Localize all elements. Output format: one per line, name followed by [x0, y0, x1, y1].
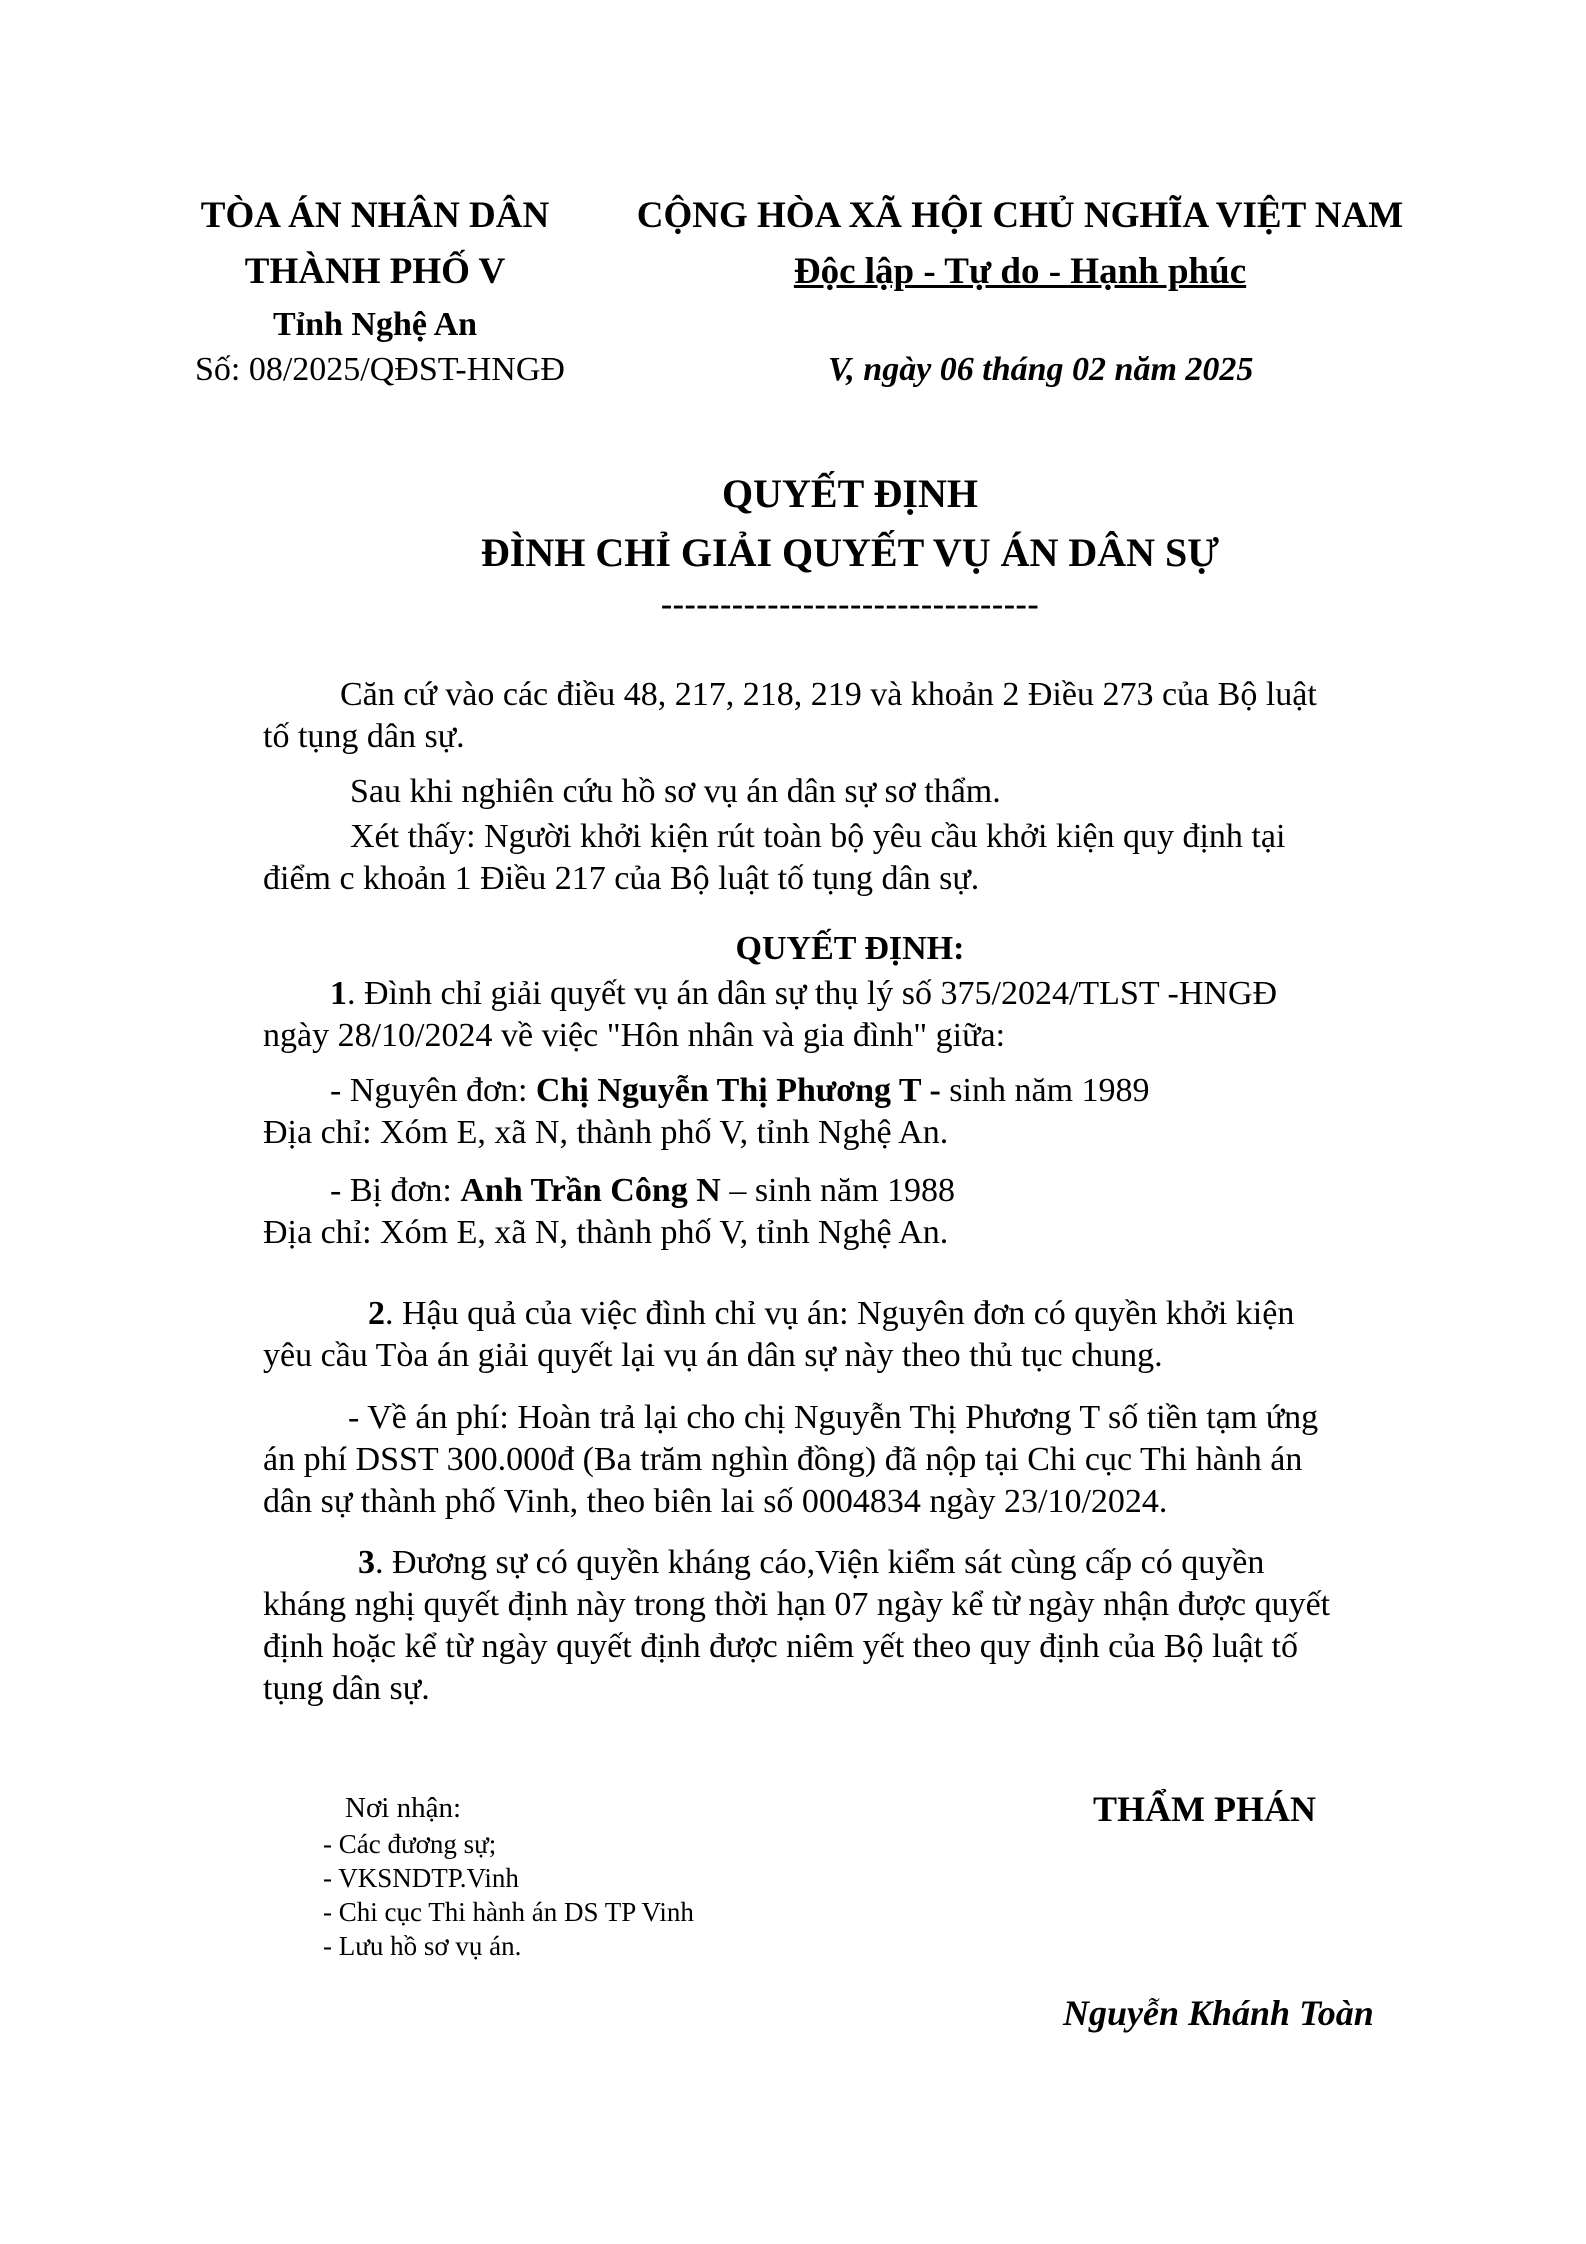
item2-number: 2: [368, 1295, 385, 1332]
signer-name: Nguyễn Khánh Toàn: [1063, 1993, 1374, 2033]
recipients-title: Nơi nhận:: [345, 1792, 462, 1824]
court-name-line2: THÀNH PHỐ V: [244, 251, 506, 292]
plaintiff-address: Địa chỉ: Xóm E, xã N, thành phố V, tỉnh Nghệ An.: [263, 1114, 949, 1151]
nation-title: CỘNG HÒA XÃ HỘI CHỦ NGHĨA VIỆT NAM: [636, 195, 1404, 236]
item3-line2: kháng nghị quyết định này trong thời hạn 07 ngày kể từ ngày nhận được quyết: [263, 1586, 1331, 1623]
court-name-line1: TÒA ÁN NHÂN DÂN: [200, 195, 550, 236]
item1-text: . Đình chỉ giải quyết vụ án dân sự thụ lý số 375/2024/TLST -HNGĐ: [347, 975, 1278, 1012]
defendant-birth: – sinh năm 1988: [720, 1172, 956, 1209]
legal-basis-line2: tố tụng dân sự.: [263, 718, 465, 755]
recipient-item: - VKSNDTP.Vinh: [323, 1863, 519, 1893]
item1-line1: [330, 973, 1277, 1015]
item2-line1: [368, 1293, 1294, 1335]
defendant-address: Địa chỉ: Xóm E, xã N, thành phố V, tỉnh Nghệ An.: [263, 1214, 949, 1251]
item3-line4: tụng dân sự.: [263, 1670, 430, 1707]
item3-line3: định hoặc kể từ ngày quyết định được niêm yết theo quy định của Bộ luật tố: [263, 1628, 1298, 1665]
item1-number: 1: [330, 975, 347, 1012]
recipient-item: - Chi cục Thi hành án DS TP Vinh: [323, 1897, 694, 1927]
item2-text: . Hậu quả của việc đình chỉ vụ án: Nguyên đơn có quyền khởi kiện: [385, 1295, 1295, 1332]
decision-heading: QUYẾT ĐỊNH:: [735, 930, 965, 967]
item2-line2: yêu cầu Tòa án giải quyết lại vụ án dân sự này theo thủ tục chung.: [263, 1337, 1163, 1374]
decision-subtitle: ĐÌNH CHỈ GIẢI QUYẾT VỤ ÁN DÂN SỰ: [480, 530, 1220, 575]
document-date: V, ngày 06 tháng 02 năm 2025: [828, 351, 1254, 388]
item3-line1: [358, 1542, 1264, 1584]
recipient-item: - Lưu hồ sơ vụ án.: [323, 1931, 522, 1961]
item3-text: . Đương sự có quyền kháng cáo,Viện kiểm sát cùng cấp có quyền: [375, 1544, 1265, 1581]
plaintiff-name: Chị Nguyễn Thị Phương T -: [535, 1072, 950, 1109]
finding-line2: điểm c khoản 1 Điều 217 của Bộ luật tố tụng dân sự.: [263, 860, 980, 897]
plaintiff-prefix: - Nguyên đơn:: [330, 1072, 536, 1109]
review-statement: Sau khi nghiên cứu hồ sơ vụ án dân sự sơ thẩm.: [350, 773, 1001, 810]
plaintiff-line: [330, 1070, 1150, 1112]
defendant-name: Anh Trần Công N: [460, 1172, 721, 1209]
court-fee-line3: dân sự thành phố Vinh, theo biên lai số 0004834 ngày 23/10/2024.: [263, 1483, 1168, 1520]
nation-motto: Độc lập - Tự do - Hạnh phúc: [793, 251, 1247, 292]
plaintiff-birth: sinh năm 1989: [949, 1072, 1150, 1109]
court-fee-line2: án phí DSST 300.000đ (Ba trăm nghìn đồng) đã nộp tại Chi cục Thi hành án: [263, 1441, 1303, 1478]
item1-line2: ngày 28/10/2024 về việc "Hôn nhân và gia đình" giữa:: [263, 1017, 1006, 1054]
title-separator: --------------------------------: [660, 586, 1040, 623]
recipient-item: - Các đương sự;: [323, 1829, 497, 1859]
decision-title: QUYẾT ĐỊNH: [722, 471, 978, 516]
defendant-prefix: - Bị đơn:: [330, 1172, 461, 1209]
document-number: Số: 08/2025/QĐST-HNGĐ: [195, 351, 565, 388]
legal-basis-line1: Căn cứ vào các điều 48, 217, 218, 219 và khoản 2 Điều 273 của Bộ luật: [340, 676, 1317, 713]
finding-line1: Xét thấy: Người khởi kiện rút toàn bộ yêu cầu khởi kiện quy định tại: [350, 818, 1286, 855]
court-province: Tỉnh Nghệ An: [272, 306, 478, 343]
defendant-line: [330, 1170, 955, 1212]
court-fee-line1: - Về án phí: Hoàn trả lại cho chị Nguyễn Thị Phương T số tiền tạm ứng: [348, 1399, 1319, 1436]
signer-title: THẨM PHÁN: [1093, 1789, 1316, 1829]
item3-number: 3: [358, 1544, 375, 1581]
